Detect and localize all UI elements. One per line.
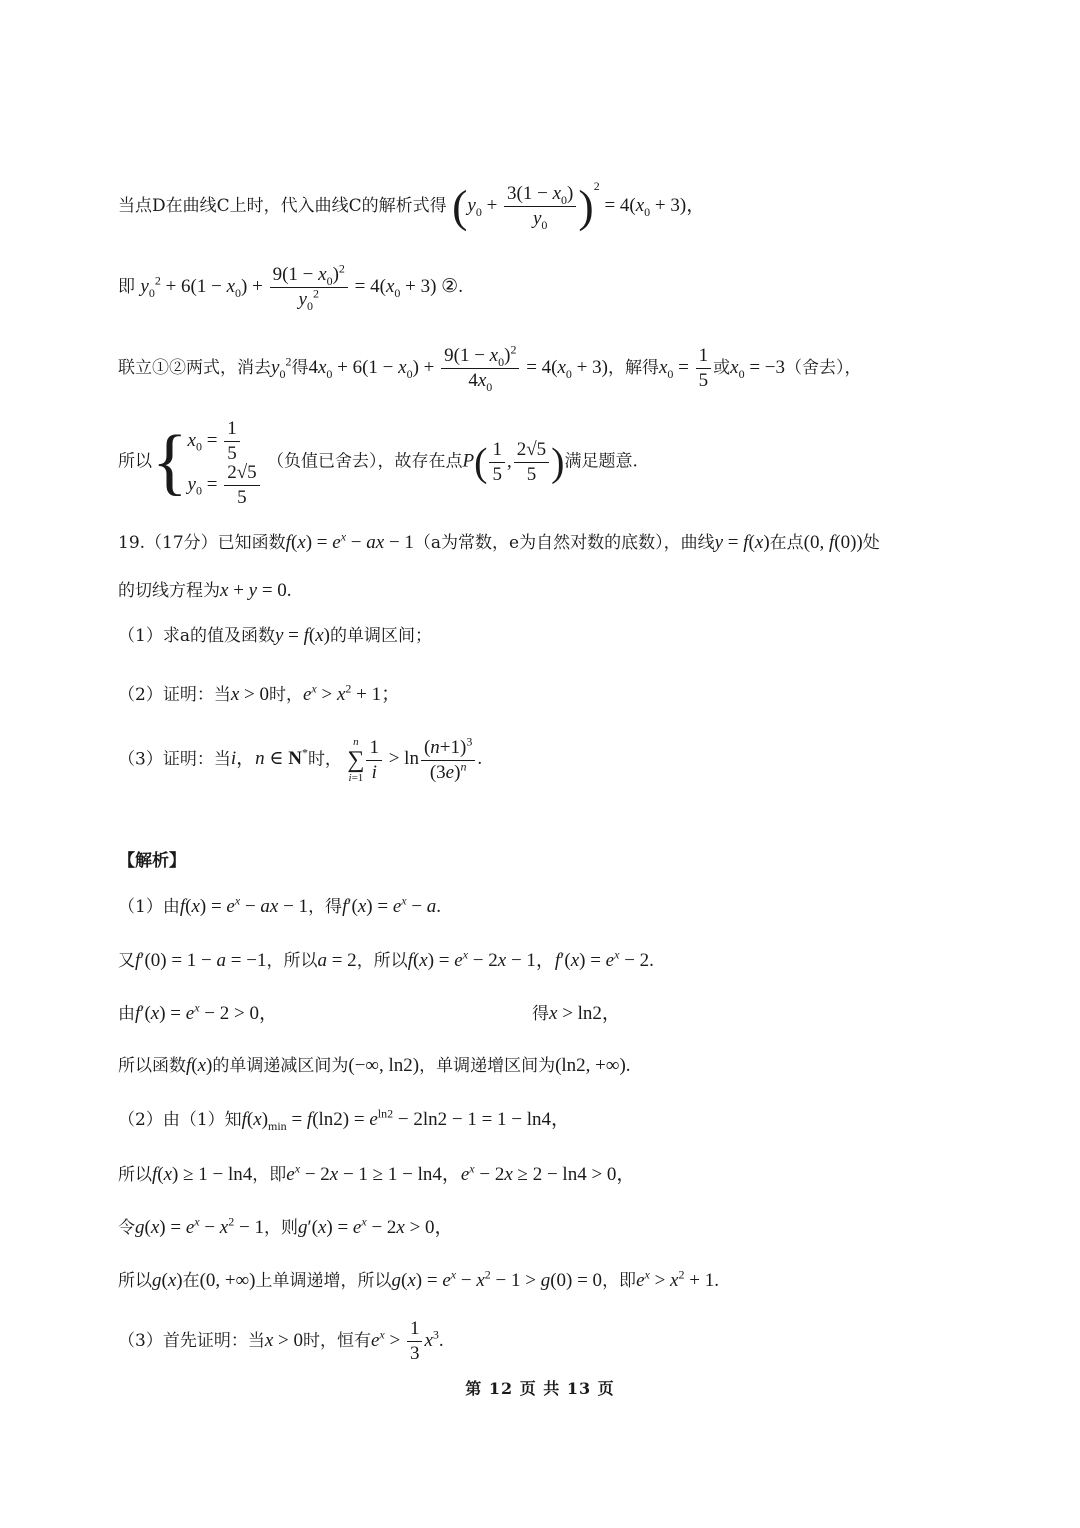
analysis-line-1: （1）由$f(x) = e^x$ − ax − 1，得$f'(x) = e^x - a$. bbox=[118, 893, 442, 917]
analysis-line-8: 所以g(x)在(0, +∞)上单调递增，所以$g(x) = e^x - x^2 - 1 > g(0) = 0$，即$e^x > x^2 + 1$. bbox=[118, 1267, 719, 1291]
analysis-line-2: 又f′(0) = 1 − a = −1，所以a = 2，所以$f(x) = e^x - 2x - 1$，$f'(x) = e^x - 2$. bbox=[118, 947, 654, 971]
question-19-line-2: 的切线方程为x + y = 0. bbox=[118, 580, 292, 601]
solution-line-1: 当点D在曲线C上时，代入曲线C的解析式得 ($y_0$ + $\frac{3(1 - x_0)}{y_0}$ )$^2 = 4(x_0 + 3)$， bbox=[118, 178, 706, 232]
analysis-line-7: 令$g(x) = e^x - x^2 - 1$，则$g'(x) = e^x - 2x > 0$， bbox=[118, 1214, 454, 1238]
text: 当点D在曲线C上时，代入曲线C的解析式得 bbox=[118, 195, 447, 216]
question-19-part-2: （2）证明：当x > 0时，$e^x > x^2 + 1$； bbox=[118, 681, 401, 705]
analysis-heading: 【解析】 bbox=[118, 851, 186, 871]
solution-line-3: 联立①②两式，消去$y_0^2$得$4x_0 + 6(1 - x_0)$ + $\frac{9(1 - x_0)^2}{4x_0}$ = $4(x_0 + 3)$，解得$x_0$ = $\frac{1}{5}$ 或$x_0 = -3$（舍去）， bbox=[118, 342, 862, 394]
analysis-line-4: 所以函数f(x)的单调递减区间为(−∞, ln2)，单调递增区间为(ln2, +∞). bbox=[118, 1055, 631, 1076]
question-19-part-1: （1）求a的值及函数y = f(x)的单调区间； bbox=[118, 625, 432, 646]
analysis-line-6: 所以f(x) ≥ 1 − ln4，即$e^x - 2x - 1 \ge 1 - \ln 4$，$e^x - 2x \ge 2 - \ln 4 > 0$， bbox=[118, 1161, 636, 1185]
analysis-line-3b: 得x > ln2， bbox=[532, 1003, 621, 1024]
analysis-line-3: 由$f'(x) = e^x - 2 > 0$， bbox=[118, 1000, 278, 1024]
page-footer: 第 12 页 共 13 页 bbox=[465, 1379, 615, 1398]
text: 即 bbox=[118, 276, 135, 297]
question-19-line-1: 19.（17分）已知函数$f(x) = e^x$ − ax − 1（a为常数，e为自然对数的底数），曲线y = f(x)在点(0, f(0))处 bbox=[118, 529, 880, 553]
solution-line-4: 所以{ $x_0$ = $\frac{1}{5}$ $y_0$ = $\frac{2√5}{5}$ （负值已舍去），故存在点P( $\frac{1}{5}$ , $\frac{2√5}{5}$ )满足题意. bbox=[118, 418, 638, 508]
question-19-part-3: （3）证明：当i，n ∈ N*时， n ∑ i=1 $\frac{1}{i}$ > ln $\frac{(n+1)^3}{(3e)^n}$ . bbox=[118, 734, 483, 784]
analysis-line-5: （2）由（1）知$f(x)_{min} = f(\ln 2) = e^{ln2} - 2\ln 2 - 1 = 1 - \ln 4$， bbox=[118, 1106, 571, 1133]
analysis-line-9: （3）首先证明：当x > 0时，恒有$e^x$ > $\frac{1}{3}$ $x^3$. bbox=[118, 1318, 444, 1364]
solution-line-2: 即 $y_0^2 + 6(1 - x_0)$ + $\frac{9(1 - x_0)^2}{y_0^2}$ = $4(x_0 + 3)$ ②. bbox=[118, 261, 463, 313]
